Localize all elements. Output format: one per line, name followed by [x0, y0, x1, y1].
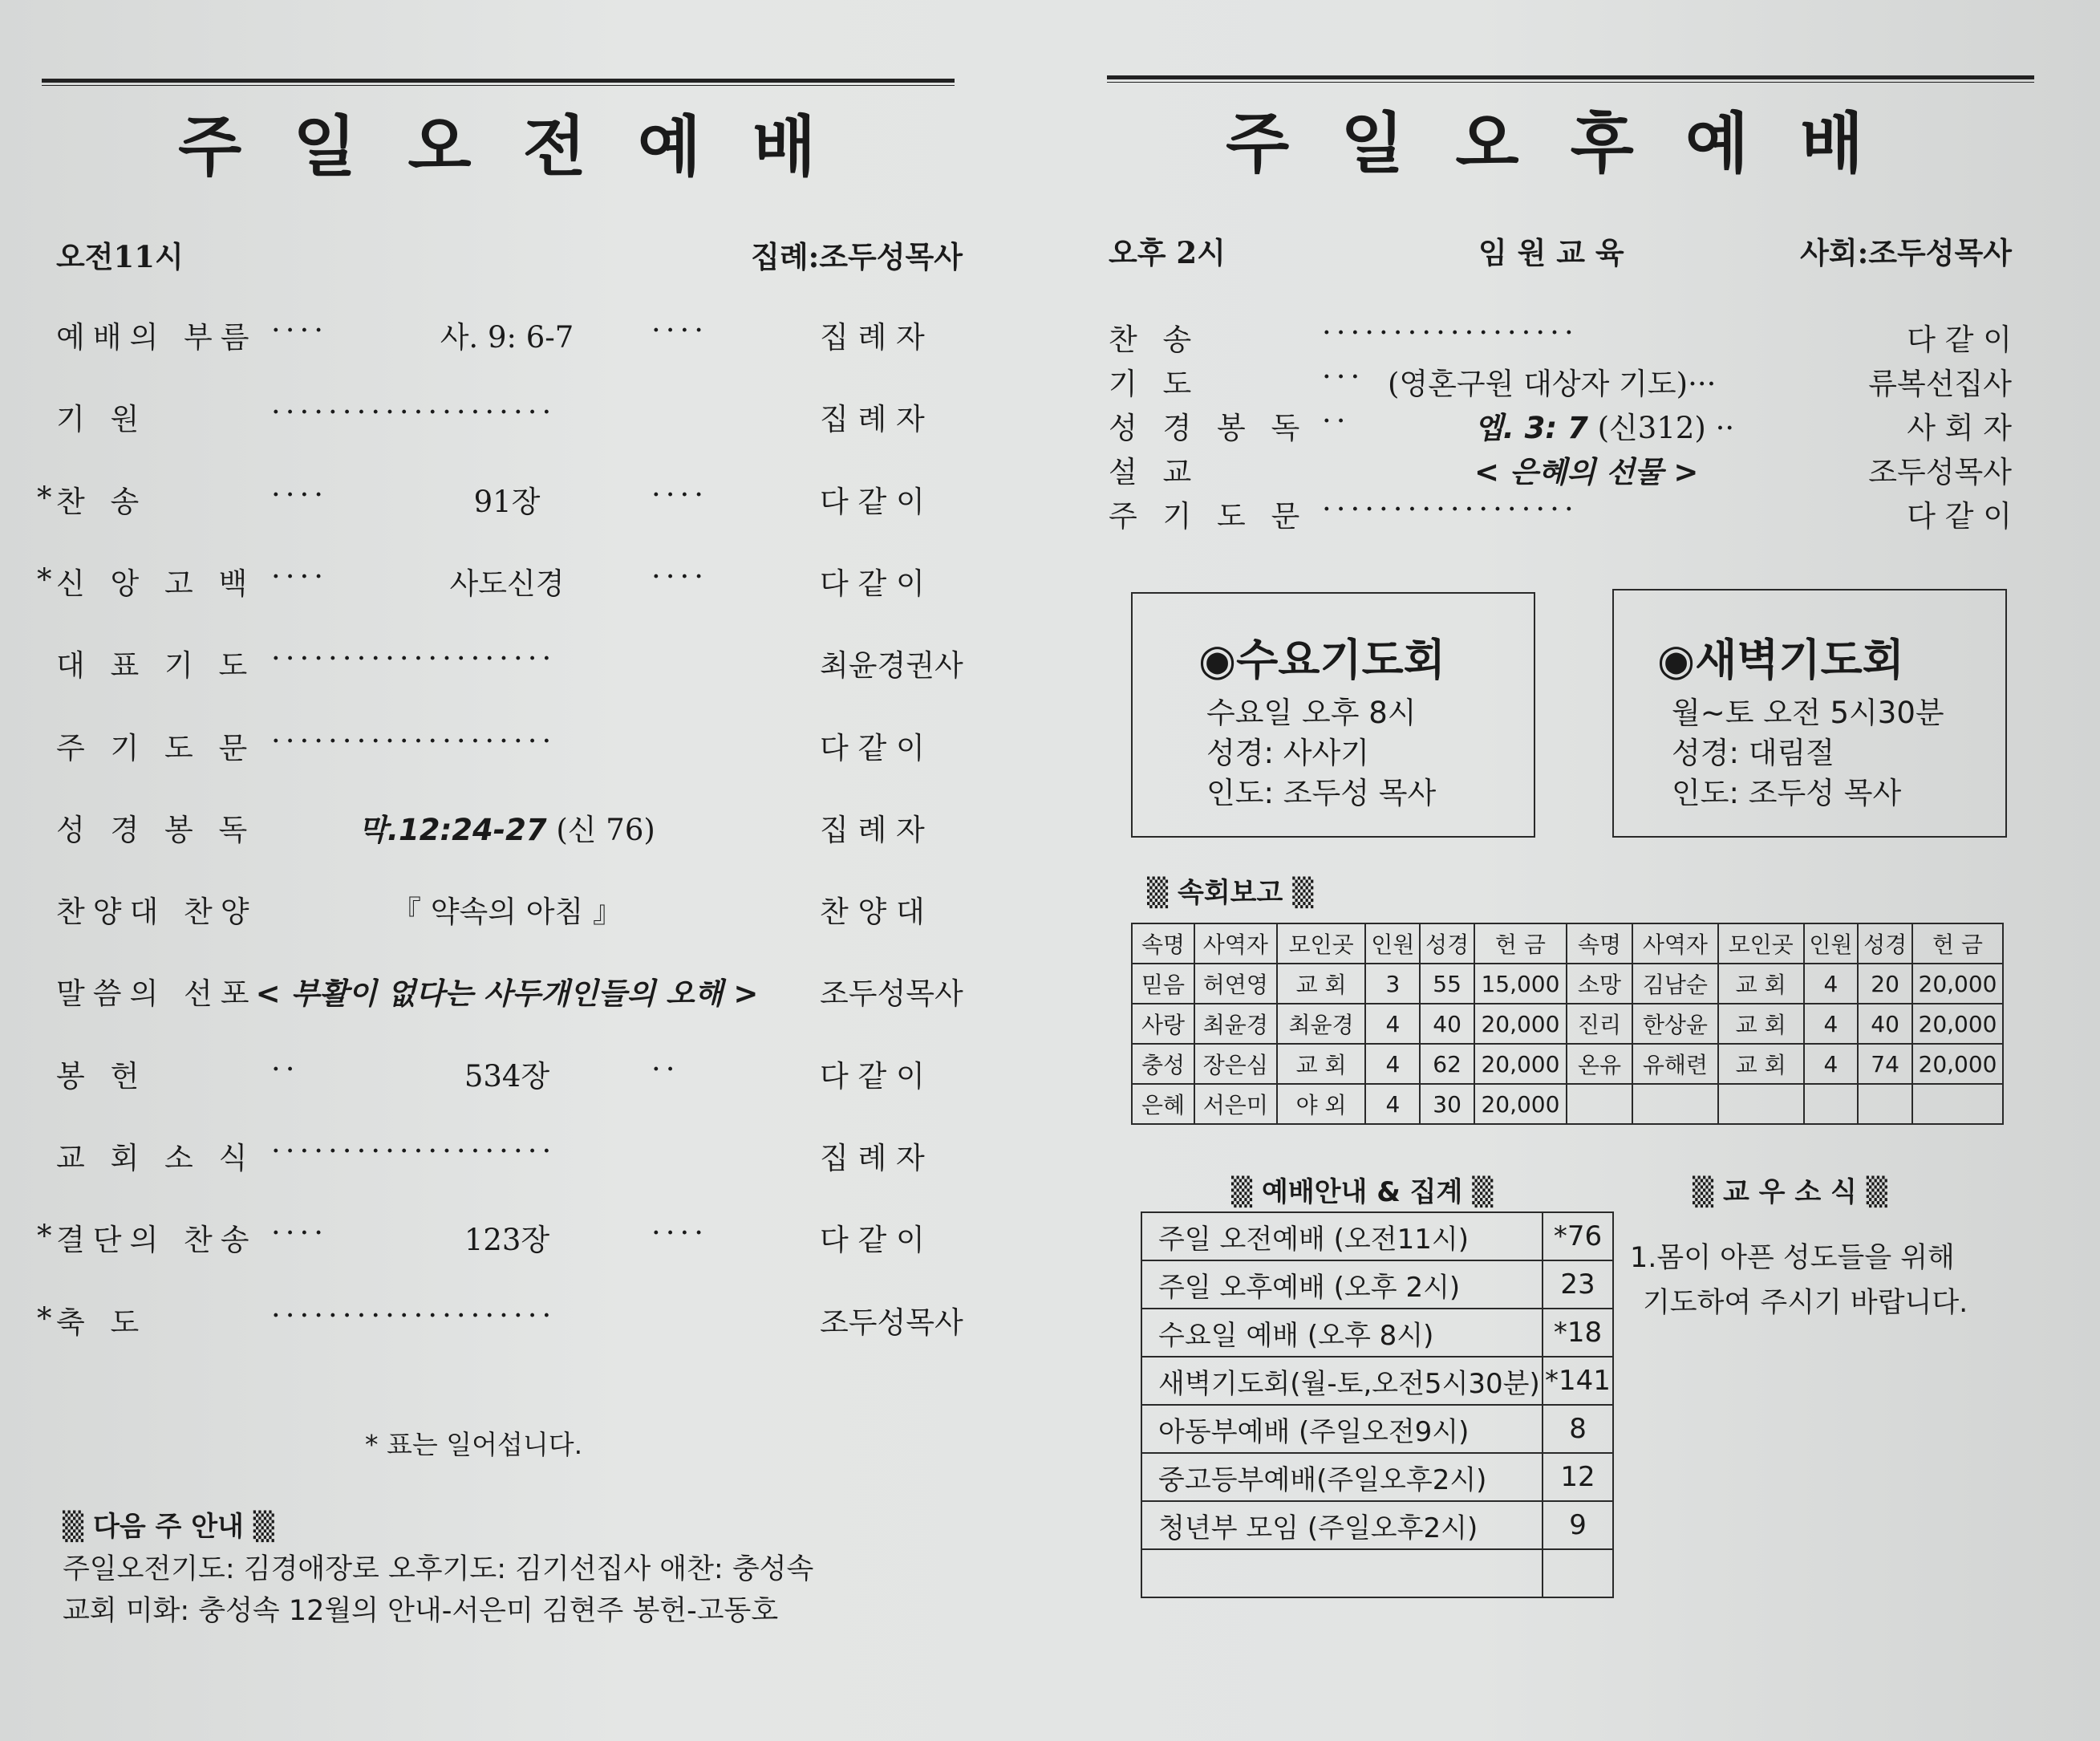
dot-leader: ····: [651, 558, 709, 594]
table-cell: 20: [1858, 964, 1912, 1004]
table-row: [1141, 1549, 1613, 1597]
table-cell: 62: [1420, 1044, 1474, 1084]
table-cell: 야 외: [1277, 1084, 1366, 1124]
table-cell: 4: [1365, 1084, 1420, 1124]
next-week-line1: 주일오전기도: 김경애장로 오후기도: 김기선집사 애찬: 충성속: [63, 1553, 814, 1585]
order-item-label: 성 경 봉 독: [1109, 411, 1308, 445]
order-item-label: 결단의 찬송: [56, 1223, 257, 1258]
stats-service-name: 아동부예배 (주일오전9시): [1141, 1405, 1543, 1453]
dot-leader: ····: [271, 558, 329, 594]
dot-leader: ····: [651, 313, 709, 347]
afternoon-event: 임 원 교 육: [1478, 235, 1624, 270]
table-cell: 4: [1365, 1004, 1420, 1044]
table-row: [1132, 1084, 2003, 1124]
order-item-leader: 조두성목사: [1868, 455, 2012, 489]
news-line-2: 기도하여 주시기 바랍니다.: [1643, 1287, 1968, 1319]
stats-attendance-count: 23: [1543, 1260, 1613, 1309]
morning-presider: 집례:조두성목사: [751, 239, 963, 274]
order-item-leader: 사 회 자: [1907, 411, 2012, 445]
stats-service-name: 청년부 모임 (주일오후2시): [1141, 1501, 1543, 1549]
order-item-label: 기 도: [1109, 367, 1200, 401]
table-row: [1132, 964, 2003, 1004]
dot-leader: ··: [1322, 404, 1351, 438]
order-item-detail-text: 사. 9: 6-7: [440, 320, 574, 355]
cell-report-column-header: 모인곳: [1277, 923, 1366, 964]
cell-report-column-header: 사역자: [1194, 923, 1277, 964]
stats-service-name: [1141, 1549, 1543, 1597]
dawn-line-2: 성경: 대림절: [1672, 736, 1834, 770]
order-item-leader: 찬 양 대: [820, 895, 925, 930]
table-cell: 온유: [1567, 1044, 1632, 1084]
table-cell: 최윤경: [1194, 1004, 1277, 1044]
order-item-detail: [450, 559, 565, 603]
stats-attendance-count: 12: [1543, 1453, 1613, 1501]
order-item-detail: [464, 1052, 549, 1095]
order-item-leader: 다 같 이: [820, 1058, 925, 1094]
order-item-label: 봉 헌: [56, 1058, 148, 1094]
table-cell: 4: [1365, 1044, 1420, 1084]
order-item-label: 신 앙 고 백: [56, 566, 256, 601]
table-cell: 20,000: [1912, 1044, 2003, 1084]
dawn-prayer-box: [1612, 589, 2007, 838]
stats-attendance-count: 9: [1543, 1501, 1613, 1549]
table-cell: 교 회: [1718, 1004, 1804, 1044]
order-item-label: 기 원: [56, 402, 148, 437]
table-cell: 20,000: [1474, 1004, 1567, 1044]
dot-leader: ····: [271, 313, 329, 347]
cell-report-column-header: 인원: [1804, 923, 1859, 964]
table-cell: 55: [1420, 964, 1474, 1004]
dot-leader: ··: [651, 1051, 680, 1086]
dot-leader: ··················: [1322, 315, 1579, 350]
table-cell: 4: [1804, 1044, 1859, 1084]
right-title-rule: [1107, 75, 2034, 83]
table-cell: [1804, 1084, 1859, 1124]
table-row: [1132, 1044, 2003, 1084]
worship-stats-table: [1141, 1211, 1614, 1598]
table-cell: 74: [1858, 1044, 1912, 1084]
order-item-detail: [464, 1215, 549, 1259]
left-title-rule: [42, 79, 955, 86]
order-item-leader: 다 같 이: [820, 566, 925, 601]
dot-leader: ····················: [271, 1297, 557, 1333]
table-cell: 김남순: [1632, 964, 1718, 1004]
order-item-detail: [359, 806, 655, 849]
wednesday-line-1: 수요일 오후 8시: [1206, 696, 1417, 730]
stats-attendance-count: *18: [1543, 1309, 1613, 1357]
dot-leader: ····: [271, 1215, 329, 1251]
dot-leader: ····················: [271, 641, 557, 676]
order-item-detail-bold: < 은혜의 선물 >: [1474, 455, 1699, 489]
order-item-detail: [1474, 404, 1734, 447]
table-cell: 교 회: [1718, 964, 1804, 1004]
dot-leader: ····················: [271, 1134, 557, 1168]
order-item-leader: 다 같 이: [820, 1223, 925, 1258]
table-cell: 3: [1365, 964, 1420, 1004]
table-cell: 교 회: [1277, 1044, 1366, 1084]
order-item-detail: [1474, 448, 1698, 491]
order-item-label: 설 교: [1109, 455, 1200, 489]
table-cell: [1858, 1084, 1912, 1124]
order-item-label: 교 회 소 식: [56, 1141, 256, 1175]
table-cell: 20,000: [1474, 1084, 1567, 1124]
table-cell: 교 회: [1718, 1044, 1804, 1084]
order-item-detail-bold: 엡. 3: 7: [1474, 411, 1588, 445]
afternoon-title: 주일오후예배: [1226, 106, 1916, 182]
dot-leader: ····: [651, 1215, 709, 1251]
morning-time: 오전11시: [56, 239, 184, 274]
table-cell: 15,000: [1474, 964, 1567, 1004]
table-cell: 유해련: [1632, 1044, 1718, 1084]
table-cell: 30: [1420, 1084, 1474, 1124]
cell-report-column-header: 인원: [1365, 923, 1420, 964]
order-item-detail-extra: (신 76): [556, 812, 655, 847]
table-cell: 소망: [1567, 964, 1632, 1004]
dot-leader: ··: [271, 1051, 300, 1086]
dawn-prayer-title: ◉새벽기도회: [1657, 635, 1904, 685]
table-cell: 교 회: [1277, 964, 1366, 1004]
cell-report-header-row: [1132, 923, 2003, 964]
next-week-line2: 교회 미화: 충성속 12월의 안내-서은미 김현주 봉헌-고동호: [63, 1595, 779, 1627]
table-row: [1141, 1357, 1613, 1405]
wednesday-prayer-box: [1131, 592, 1535, 838]
table-row: [1141, 1260, 1613, 1309]
wednesday-line-2: 성경: 사사기: [1206, 736, 1369, 770]
order-item-detail-text: 123장: [464, 1223, 550, 1258]
order-item-leader: 다 같 이: [820, 730, 925, 765]
table-cell: 충성: [1132, 1044, 1194, 1084]
next-week-header: ▒ 다음 주 안내 ▒: [63, 1511, 274, 1543]
cell-report-column-header: 속명: [1567, 923, 1632, 964]
stats-service-name: 새벽기도회(월-토,오전5시30분): [1141, 1357, 1543, 1405]
dawn-line-3: 인도: 조두성 목사: [1672, 776, 1902, 810]
table-cell: 20,000: [1474, 1044, 1567, 1084]
table-cell: [1912, 1084, 2003, 1124]
dot-leader: ····: [651, 477, 709, 512]
news-line-1: 1.몸이 아픈 성도들을 위해: [1630, 1242, 1955, 1274]
wednesday-line-3: 인도: 조두성 목사: [1206, 776, 1437, 810]
stats-attendance-count: [1543, 1549, 1613, 1597]
table-row: [1141, 1453, 1613, 1501]
table-cell: [1632, 1084, 1718, 1124]
cell-report-column-header: 헌 금: [1474, 923, 1567, 964]
order-item-detail: [440, 313, 574, 356]
order-item-label: 말씀의 선포: [56, 976, 257, 1012]
order-item-detail-text: 『 약속의 아침 』: [391, 895, 622, 930]
cell-report-table: [1131, 923, 2004, 1125]
table-row: [1141, 1501, 1613, 1549]
order-item-label: 축 도: [56, 1305, 148, 1340]
table-cell: [1718, 1084, 1804, 1124]
cell-report-column-header: 성경: [1420, 923, 1474, 964]
table-cell: 서은미: [1194, 1084, 1277, 1124]
cell-report-column-header: 속명: [1132, 923, 1194, 964]
order-item-label: 성 경 봉 독: [56, 812, 256, 847]
table-cell: 20,000: [1912, 964, 2003, 1004]
stats-service-name: 수요일 예배 (오후 8시): [1141, 1309, 1543, 1357]
order-item-leader: 최윤경권사: [820, 648, 963, 684]
table-cell: 믿음: [1132, 964, 1194, 1004]
cell-report-column-header: 사역자: [1632, 923, 1718, 964]
stats-service-name: 중고등부예배(주일오후2시): [1141, 1453, 1543, 1501]
order-item-detail-extra: (신312) ··: [1597, 411, 1735, 445]
standing-marker: *: [37, 562, 52, 597]
order-item-leader: 집 례 자: [820, 402, 925, 437]
dot-leader: ····: [271, 477, 329, 512]
order-item-label: 예배의 부름: [56, 320, 257, 355]
standing-marker: *: [37, 1219, 52, 1254]
standing-marker: *: [37, 480, 52, 515]
order-item-label: 찬 송: [1109, 323, 1200, 357]
table-cell: [1567, 1084, 1632, 1124]
dot-leader: ····················: [271, 395, 557, 430]
morning-title: 주일오전예배: [178, 109, 868, 185]
standing-note: * 표는 일어섭니다.: [365, 1429, 583, 1460]
table-row: [1141, 1405, 1613, 1453]
cell-report-header: ▒ 속회보고 ▒: [1147, 877, 1314, 909]
table-cell: 은혜: [1132, 1084, 1194, 1124]
afternoon-time: 오후 2시: [1109, 235, 1226, 270]
stats-attendance-count: 8: [1543, 1405, 1613, 1453]
order-item-detail-bold: 막.12:24-27: [359, 812, 547, 847]
dot-leader: ···: [1322, 359, 1365, 394]
order-item-leader: 조두성목사: [820, 1305, 963, 1340]
order-item-leader: 다 같 이: [1907, 499, 2012, 534]
order-item-leader: 집 례 자: [820, 1141, 925, 1175]
cell-report-column-header: 모인곳: [1718, 923, 1804, 964]
order-item-detail: [474, 477, 541, 521]
table-row: [1141, 1309, 1613, 1357]
order-item-leader: 집 례 자: [820, 812, 925, 847]
order-item-detail-bold: < 부활이 없다는 사두개인들의 오해 >: [255, 976, 759, 1012]
dot-leader: ····················: [271, 723, 557, 758]
cell-report-column-header: 성경: [1858, 923, 1912, 964]
table-cell: 사랑: [1132, 1004, 1194, 1044]
order-item-label: 대 표 기 도: [56, 648, 256, 684]
order-item-label: 주 기 도 문: [56, 730, 256, 765]
order-item-detail-text: 534장: [464, 1058, 550, 1094]
table-cell: 진리: [1567, 1004, 1632, 1044]
order-item-leader: 다 같 이: [1907, 323, 2012, 357]
news-header: ▒ 교 우 소 식 ▒: [1693, 1176, 1887, 1208]
order-item-detail-text: 사도신경: [449, 566, 565, 601]
order-item-label: 주 기 도 문: [1109, 499, 1308, 534]
table-cell: 40: [1858, 1004, 1912, 1044]
table-cell: 20,000: [1912, 1004, 2003, 1044]
table-cell: 허연영: [1194, 964, 1277, 1004]
order-item-leader: 류복선집사: [1868, 367, 2012, 401]
wednesday-prayer-title: ◉수요기도회: [1198, 635, 1445, 685]
table-cell: 4: [1804, 1004, 1859, 1044]
table-cell: 최윤경: [1277, 1004, 1366, 1044]
order-item-leader: 조두성목사: [820, 976, 963, 1012]
stats-attendance-count: *76: [1543, 1212, 1613, 1260]
table-row: [1132, 1004, 2003, 1044]
table-cell: 4: [1804, 964, 1859, 1004]
dawn-line-1: 월~토 오전 5시30분: [1672, 696, 1944, 730]
order-item-label: 찬양대 찬양: [56, 895, 257, 930]
order-item-detail: [391, 887, 622, 931]
order-item-detail: (영혼구원 대상자 기도)···: [1388, 367, 1717, 401]
order-item-leader: 집 례 자: [820, 320, 925, 355]
order-item-detail: [256, 969, 759, 1013]
order-item-detail-text: 91장: [473, 484, 541, 519]
table-cell: 한상윤: [1632, 1004, 1718, 1044]
stats-service-name: 주일 오전예배 (오전11시): [1141, 1212, 1543, 1260]
standing-marker: *: [37, 1301, 52, 1336]
stats-attendance-count: *141: [1543, 1357, 1613, 1405]
order-item-label: 찬 송: [56, 484, 148, 519]
order-item-leader: 다 같 이: [820, 484, 925, 519]
cell-report-column-header: 헌 금: [1912, 923, 2003, 964]
table-row: [1141, 1212, 1613, 1260]
table-cell: 40: [1420, 1004, 1474, 1044]
table-cell: 장은심: [1194, 1044, 1277, 1084]
worship-stats-header: ▒ 예배안내 & 집계 ▒: [1231, 1176, 1494, 1208]
afternoon-presider: 사회:조두성목사: [1800, 235, 2012, 270]
stats-service-name: 주일 오후예배 (오후 2시): [1141, 1260, 1543, 1309]
dot-leader: ··················: [1322, 492, 1579, 526]
